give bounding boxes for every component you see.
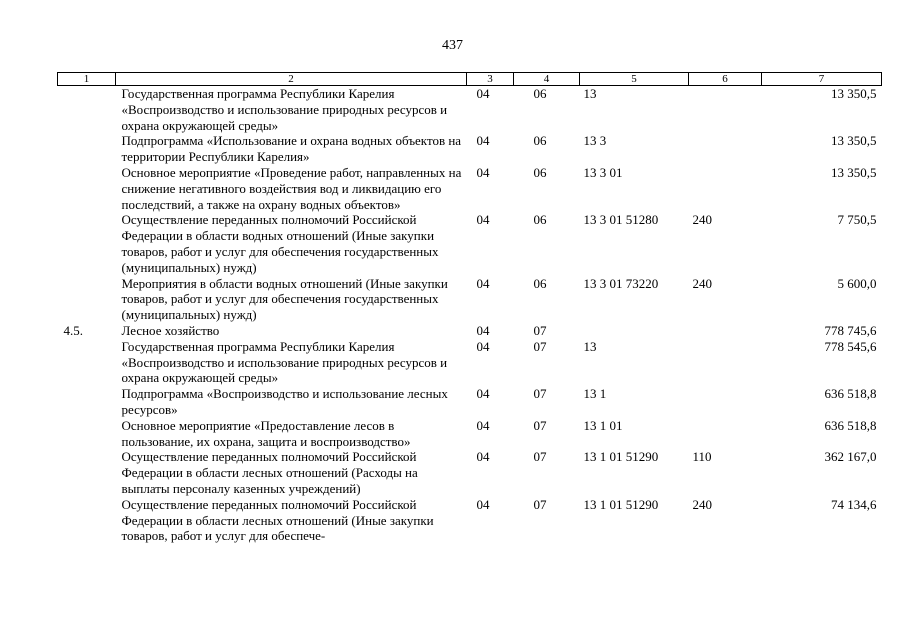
column-header: 2 [116, 73, 467, 86]
row-name: Мероприятия в области водных отношений (Иные закупки товаров, работ и услуг для обеспечения государственных (муниципальных) нужд) [121, 275, 448, 323]
column-header: 4 [514, 73, 580, 86]
amount: 13 350,5 [831, 86, 877, 101]
row-number: 4.5. [63, 322, 83, 338]
target-article-code: 13 [583, 86, 597, 101]
expense-type-code: 240 [692, 496, 712, 512]
row-number [58, 449, 116, 496]
expense-type-code [689, 386, 762, 418]
subsection-code: 06 [533, 164, 547, 180]
section-code: 04 [476, 164, 490, 180]
table-row [58, 418, 882, 450]
subsection-code: 07 [533, 322, 547, 338]
budget-table [57, 72, 882, 544]
row-number [58, 86, 116, 134]
target-article-code: 13 1 01 51290 [583, 449, 659, 465]
row-number [58, 276, 116, 323]
expense-type-code [689, 418, 762, 450]
section-code: 04 [476, 338, 490, 354]
expense-type-code [689, 339, 762, 386]
expense-type-code [689, 323, 762, 339]
subsection-code: 07 [533, 496, 547, 512]
expense-type-code: 240 [692, 212, 712, 228]
table-row [58, 323, 882, 339]
row-name: Государственная программа Республики Карелия «Воспроизводство и использование природных ресурсов и охрана окружающей среды» [121, 338, 448, 386]
row-name: Лесное хозяйство [121, 322, 220, 338]
row-number [58, 339, 116, 386]
subsection-code: 06 [533, 212, 547, 228]
subsection-code: 07 [533, 449, 547, 465]
page-number: 437 [442, 38, 463, 53]
subsection-code: 07 [533, 417, 547, 433]
amount: 13 350,5 [831, 164, 877, 180]
column-header: 1 [58, 73, 116, 86]
table-row [58, 86, 882, 134]
row-name: Подпрограмма «Использование и охрана водных объектов на территории Республики Карелия» [121, 133, 462, 165]
target-article-code: 13 1 01 [583, 417, 623, 433]
target-article-code: 13 3 [583, 133, 607, 149]
subsection-code: 07 [533, 338, 547, 354]
table-row [58, 497, 882, 544]
target-article-code [580, 323, 689, 339]
subsection-code: 06 [533, 86, 547, 101]
row-number [58, 212, 116, 275]
amount: 778 545,6 [824, 338, 877, 354]
header-row [58, 73, 882, 86]
subsection-code: 07 [533, 386, 547, 402]
expense-type-code [689, 86, 762, 134]
target-article-code: 13 [583, 338, 597, 354]
column-header: 6 [689, 73, 762, 86]
section-code: 04 [476, 86, 490, 101]
table-row [58, 386, 882, 418]
table-row [58, 276, 882, 323]
table-row [58, 339, 882, 386]
section-code: 04 [476, 322, 490, 338]
row-number [58, 386, 116, 418]
table-row [58, 449, 882, 496]
row-number [58, 497, 116, 544]
target-article-code: 13 1 01 51290 [583, 496, 659, 512]
row-name: Осуществление переданных полномочий Российской Федерации в области водных отношений (Иные закупки товаров, работ и услуг для обеспечения государственных (муниципальных) нужд) [121, 212, 439, 275]
row-number [58, 418, 116, 450]
subsection-code: 06 [533, 275, 547, 291]
expense-type-code [689, 133, 762, 165]
amount: 74 134,6 [831, 496, 877, 512]
row-number [58, 165, 116, 212]
section-code: 04 [476, 133, 490, 149]
row-name: Подпрограмма «Воспроизводство и использование лесных ресурсов» [121, 386, 448, 417]
section-code: 04 [476, 417, 490, 433]
section-code: 04 [476, 275, 490, 291]
amount: 778 745,6 [824, 322, 877, 338]
amount: 5 600,0 [837, 275, 877, 291]
amount: 636 518,8 [824, 417, 877, 433]
row-name: Осуществление переданных полномочий Российской Федерации в области лесных отношений (Иные закупки товаров, работ и услуг для обеспече- [121, 496, 434, 544]
subsection-code: 06 [533, 133, 547, 149]
table-row [58, 212, 882, 275]
row-name: Основное мероприятие «Предоставление лесов в пользование, их охрана, защита и воспроизводство» [121, 417, 411, 449]
section-code: 04 [476, 386, 490, 402]
expense-type-code: 240 [692, 275, 712, 291]
expense-type-code: 110 [692, 449, 712, 465]
section-code: 04 [476, 212, 490, 228]
table-row [58, 165, 882, 212]
amount: 362 167,0 [824, 449, 877, 465]
row-name: Государственная программа Республики Карелия «Воспроизводство и использование природных ресурсов и охрана окружающей среды» [121, 86, 448, 133]
column-header: 7 [762, 73, 882, 86]
row-name: Осуществление переданных полномочий Российской Федерации в области лесных отношений (Расходы на выплаты персоналу казенных учреждений) [121, 449, 418, 496]
target-article-code: 13 3 01 73220 [583, 275, 659, 291]
table-row [58, 133, 882, 165]
column-header: 5 [580, 73, 689, 86]
row-number [58, 133, 116, 165]
column-header: 3 [467, 73, 514, 86]
section-code: 04 [476, 496, 490, 512]
row-name: Основное мероприятие «Проведение работ, направленных на снижение негативного воздействия вод и ликвидацию его последствий, а также на охрану водных объектов» [121, 164, 462, 212]
amount: 7 750,5 [837, 212, 877, 228]
target-article-code: 13 1 [583, 386, 607, 402]
section-code: 04 [476, 449, 490, 465]
amount: 13 350,5 [831, 133, 877, 149]
expense-type-code [689, 165, 762, 212]
target-article-code: 13 3 01 51280 [583, 212, 659, 228]
target-article-code: 13 3 01 [583, 164, 623, 180]
amount: 636 518,8 [824, 386, 877, 402]
